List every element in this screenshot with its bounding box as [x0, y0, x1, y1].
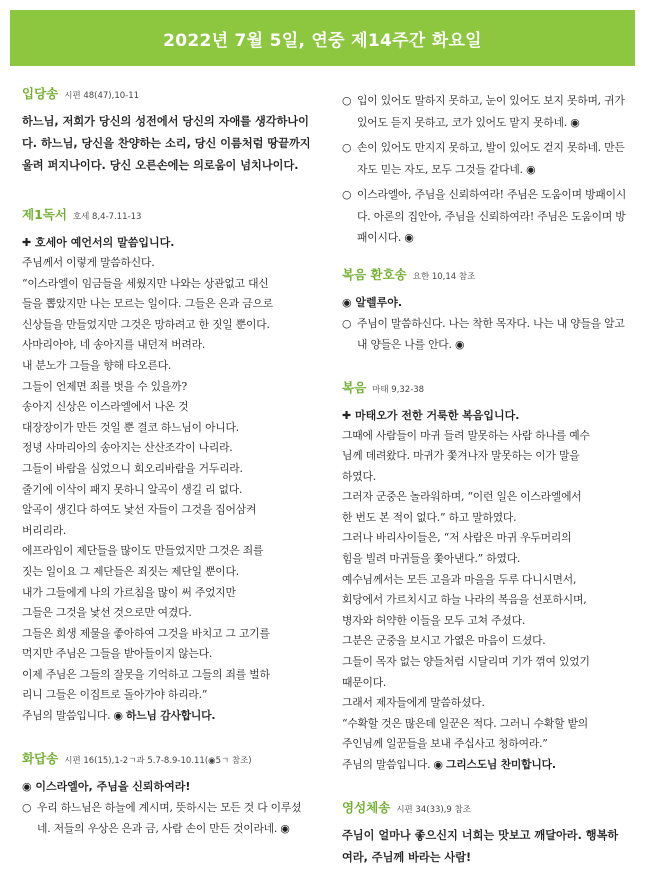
bullet-icon: ○	[342, 316, 352, 330]
gospel-ending	[342, 755, 627, 776]
psalm-verse	[22, 797, 312, 840]
first-reading-line: “이스라엘이 임금들을 세웠지만 나와는 상관없고 대신	[22, 276, 269, 290]
first-reading-response: 하느님 감사합니다.	[126, 709, 216, 723]
first-reading-line: 정녕 사마리아의 송아지는 산산조각이 나리라.	[22, 441, 233, 455]
first-reading-line: 이제 주님은 그들의 잘못을 기억하고 그들의 죄를 벌하	[22, 667, 270, 681]
first-reading-heading	[22, 205, 312, 223]
gospel-line: 그들이 목자 없는 양들처럼 시달리며 기가 꺾여 있었기	[342, 655, 590, 669]
first-reading-line: 대장장이가 만든 것일 뿐 결코 하느님이 아니다.	[22, 420, 239, 434]
acclamation-ref: 요한 10,14 참조	[412, 271, 476, 282]
gospel-ref: 마태 9,32-38	[372, 384, 425, 395]
entrance-antiphon-title: 입당송	[22, 86, 59, 101]
acclamation-title: 복음 환호송	[342, 266, 407, 282]
communion-title: 영성체송	[342, 799, 391, 815]
communion-section	[342, 798, 627, 869]
communion-ref: 시편 34(33),9 참조	[396, 804, 471, 815]
page-title: 2022년 7월 5일, 연중 제14주간 화요일	[163, 30, 482, 51]
psalm-heading	[22, 749, 312, 767]
psalm-verse	[342, 137, 627, 180]
first-reading-ref: 호세 8,4-7.11-13	[72, 212, 142, 222]
gospel-line: 님께 데려왔다. 마귀가 쫓겨나자 말못하는 이가 말을	[342, 449, 580, 463]
gospel-line: 예수님께서는 모든 고을과 마을을 두루 다니시면서,	[342, 572, 577, 586]
gospel-line: 회당에서 가르치시고 하늘 나라의 복음을 선포하시며,	[342, 593, 587, 607]
gospel-line: 그래서 제자들에게 말씀하셨다.	[342, 696, 485, 710]
gospel-intro: ✚ 마태오가 전한 거룩한 복음입니다.	[342, 408, 520, 422]
psalm-title: 화답송	[22, 750, 59, 766]
psalm-verse-text: 입이 있어도 말하지 못하고, 눈이 있어도 보지 못하며, 귀가 있어도 듣지 못하고, 코가 있어도 맡지 못하네. ◉	[357, 94, 625, 129]
bullet-icon: ○	[22, 800, 32, 814]
first-reading-section	[22, 205, 312, 727]
acclamation-verse-text: 주님이 말씀하신다. 나는 착한 목자다. 나는 내 양들을 알고 내 양들은 나를 안다. ◉	[357, 316, 625, 351]
acclamation-heading	[342, 265, 627, 283]
psalm-section	[22, 749, 312, 840]
gospel-line: 한 번도 본 적이 없다.” 하고 말하였다.	[342, 510, 517, 524]
first-reading-line: 줄기에 이삭이 패지 못하니 알곡이 생길 리 없다.	[22, 482, 243, 496]
acclamation-section	[342, 265, 627, 356]
first-reading-line: 에프라임이 제단들을 많이도 만들었지만 그것은 죄를	[22, 544, 264, 558]
entrance-antiphon-section	[22, 84, 312, 177]
first-reading-line: 그들은 그것을 낯선 것으로만 여겼다.	[22, 606, 192, 620]
gospel-section	[342, 378, 627, 776]
gospel-ending-plain: 주님의 말씀입니다. ◉	[342, 758, 446, 771]
gospel-line: 주인님께 일꾼들을 보내 주십사고 청하여라.”	[342, 737, 548, 751]
psalm-ref: 시편 16(15),1-2ㄱ과 5.7-8.9-10.11(◉5ㄱ 참조)	[64, 755, 252, 766]
first-reading-line: 내 분노가 그들을 향해 타오른다.	[22, 358, 172, 372]
first-reading-line: 버리리라.	[22, 523, 67, 537]
psalm-verse-text: 이스라엘아, 주님을 신뢰하여라! 주님은 도움이며 방패이시다. 아론의 집안아, 주님을 신뢰하여라! 주님은 도움이며 방패이시다. ◉	[357, 188, 627, 244]
psalm-verse-text: 손이 있어도 만지지 못하고, 발이 있어도 걷지 못하네. 만든 자도 믿는 자도, 모두 그것들 같다네. ◉	[357, 141, 625, 176]
first-reading-line: 먹지만 주님은 그들을 받아들이지 않는다.	[22, 647, 213, 661]
first-reading-line: 그들은 희생 제물을 좋아하여 그것을 바치고 그 고기를	[22, 626, 270, 640]
gospel-line: 힘을 빌려 마귀들을 쫓아낸다.” 하였다.	[342, 552, 521, 566]
bullet-icon: ○	[342, 94, 352, 107]
first-reading-line: 알곡이 생긴다 하여도 낯선 자들이 그것을 집어삼켜	[22, 503, 257, 517]
first-reading-line: 사마리아야, 네 송아지를 내던져 버려라.	[22, 338, 206, 352]
gospel-line: 그분은 군중을 보시고 가엾은 마음이 드셨다.	[342, 634, 546, 648]
first-reading-line: 주님께서 이렇게 말씀하신다.	[22, 256, 155, 269]
gospel-response: 그리스도님 찬미합니다.	[446, 758, 556, 771]
acclamation-verse	[342, 313, 627, 356]
left-column	[22, 84, 312, 854]
bullet-icon: ○	[342, 188, 352, 201]
gospel-line: 그때에 사람들이 마귀 들려 말못하는 사람 하나를 예수	[342, 428, 590, 442]
psalm-verse	[342, 90, 627, 133]
first-reading-line: 리니 그들은 이집트로 돌아가야 하리라.”	[22, 688, 208, 702]
first-reading-ending-plain: 주님의 말씀입니다. ◉	[22, 709, 126, 723]
first-reading-line: 송아지 신상은 이스라엘에서 나온 것	[22, 400, 189, 414]
first-reading-line: 신상들을 만들었지만 그것은 망하려고 한 짓일 뿐이다.	[22, 317, 270, 331]
gospel-line: 병자와 허약한 이들을 모두 고쳐 주셨다.	[342, 613, 526, 627]
gospel-line: 때문이다.	[342, 675, 387, 689]
first-reading-line: 내가 그들에게 나의 가르침을 많이 써 주었지만	[22, 585, 236, 599]
communion-text: 주님이 얼마나 좋으신지 너희는 맛보고 깨달아라. 행복하여라, 주님께 바라는 사람!	[342, 828, 619, 864]
bullet-icon: ○	[342, 141, 352, 154]
gospel-heading	[342, 378, 627, 396]
first-reading-intro: ✚ 호세아 예언서의 말씀입니다.	[22, 236, 175, 249]
entrance-antiphon-ref: 시편 48(47),10-11	[64, 91, 140, 101]
gospel-title: 복음	[342, 379, 367, 395]
communion-heading	[342, 798, 627, 816]
page-header	[10, 10, 635, 66]
acclamation-response: ◉ 알렐루야.	[342, 295, 403, 309]
psalm-verse-text: 우리 하느님은 하늘에 계시며, 뜻하시는 모든 것 다 이루셨네. 저들의 우상은 은과 금, 사람 손이 만든 것이라네. ◉	[37, 800, 302, 836]
first-reading-ending	[22, 706, 312, 727]
first-reading-title: 제1독서	[22, 207, 67, 222]
first-reading-line: 그들이 언제면 죄를 벗을 수 있을까?	[22, 379, 187, 393]
entrance-antiphon-heading	[22, 84, 312, 102]
first-reading-line: 그들이 바람을 심었으니 회오리바람을 거두리라.	[22, 461, 243, 475]
right-column	[342, 90, 627, 883]
first-reading-line: 짓는 일이요 그 제단들은 죄짓는 제단일 뿐이다.	[22, 564, 239, 578]
psalm-response: ◉ 이스라엘아, 주님을 신뢰하여라!	[22, 779, 191, 793]
gospel-line: 그러나 바리사이들은, “저 사람은 마귀 우두머리의	[342, 531, 572, 545]
gospel-line: 하였다.	[342, 469, 376, 483]
first-reading-line: 들을 뽑았지만 나는 모르는 일이다. 그들은 은과 금으로	[22, 297, 273, 311]
psalm-verse	[342, 184, 627, 249]
gospel-line: “수확할 것은 많은데 일꾼은 적다. 그러니 수확할 밭의	[342, 716, 588, 730]
entrance-antiphon-text: 하느님, 저희가 당신의 성전에서 당신의 자애를 생각하나이다. 하느님, 당신을 찬양하는 소리, 당신 이름처럼 땅끝까지 울려 퍼지나이다. 당신 오른손에는 의로움이 넘치나이다.	[22, 115, 311, 172]
gospel-line: 그러자 군중은 놀라워하며, “이런 일은 이스라엘에서	[342, 490, 582, 504]
